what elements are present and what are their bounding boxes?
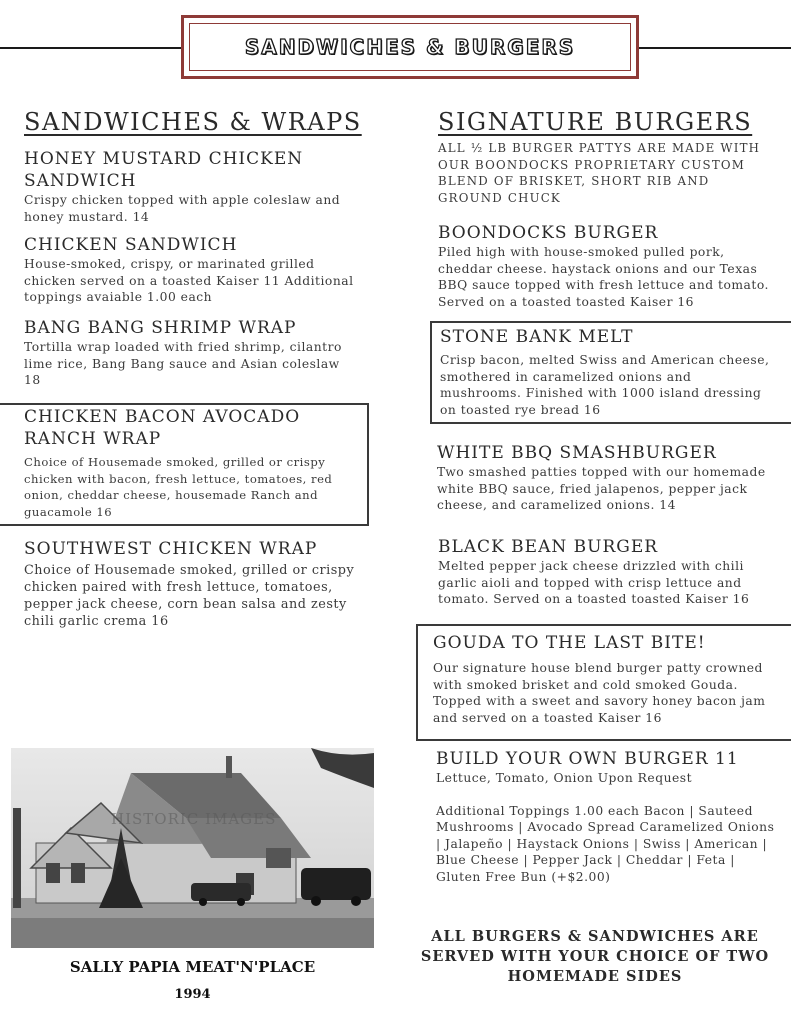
menu-item-boondocks-burger (438, 222, 776, 310)
photo-caption: SALLY PAPIA MEAT'N'PLACE (69, 958, 316, 976)
additional-toppings: Additional Toppings 1.00 each Bacon | Sauteed Mushrooms | Avocado Spread Caramelized Onions | Jalapeño | Haystack Onions | Swiss | American | Blue Cheese | Pepper Jack | Cheddar | Feta | Gluten Free Bun (+$2.00) (436, 803, 775, 884)
menu-item-chicken-bacon-avocado-ranch-wrap (24, 406, 349, 520)
menu-item-black-bean-burger (438, 536, 776, 608)
item-desc: Melted pepper jack cheese drizzled with chili garlic aioli and topped with crisp lettuce and tomato. Served on a toasted toasted Kaiser 16 (438, 559, 750, 606)
item-desc: Lettuce, Tomato, Onion Upon Request (436, 771, 693, 785)
photo-watermark: HISTORIC IMAGES (111, 810, 277, 828)
item-name: BLACK BEAN BURGER (438, 537, 659, 557)
item-desc: Two smashed patties topped with our homemade white BBQ sauce, fried jalapenos, pepper jack cheese, and caramelized onions. 14 (437, 465, 766, 512)
item-desc: House-smoked, crispy, or marinated grilled chicken served on a toasted Kaiser 11 Additional toppings avaiable 1.00 each (24, 257, 354, 304)
menu-item-southwest-chicken-wrap (24, 538, 359, 630)
menu-item-chicken-sandwich (24, 234, 354, 306)
menu-item-honey-mustard-chicken (24, 148, 359, 225)
page-title: SANDWICHES & BURGERS (244, 35, 576, 59)
banner-inner-frame (189, 23, 631, 71)
item-desc: Choice of Housemade smoked, grilled or crispy chicken paired with fresh lettuce, tomatoes, pepper jack cheese, corn bean salsa and zesty chili garlic crema 16 (24, 563, 355, 629)
item-name: GOUDA TO THE LAST BITE! (433, 633, 706, 653)
photo-year: 1994 (174, 987, 211, 1002)
item-name: SOUTHWEST CHICKEN WRAP (24, 539, 318, 559)
menu-item-build-your-own-burger (436, 748, 776, 885)
burgers-intro (438, 140, 773, 206)
item-name: STONE BANK MELT (440, 327, 634, 347)
item-name: BANG BANG SHRIMP WRAP (24, 318, 297, 338)
historic-restaurant-photo (11, 748, 374, 948)
item-desc: Our signature house blend burger patty crowned with smoked brisket and cold smoked Gouda. Topped with a sweet and savory honey bacon jam and served on a toasted Kaiser 16 (433, 661, 766, 725)
building-photo-illustration (11, 748, 374, 948)
menu-item-gouda-to-the-last-bite (433, 632, 778, 726)
intro-text: ALL ½ LB BURGER PATTYS ARE MADE WITH OUR BOONDOCKS PROPRIETARY CUSTOM BLEND OF BRISKET, SHORT RIB AND GROUND CHUCK (438, 141, 761, 205)
menu-item-white-bbq-smashburger (437, 442, 782, 514)
item-name: WHITE BBQ SMASHBURGER (437, 443, 717, 463)
item-desc: Crispy chicken topped with apple coleslaw and honey mustard. 14 (24, 193, 341, 224)
item-desc: Crisp bacon, melted Swiss and American cheese, smothered in caramelized onions and mushrooms. Finished with 1000 island dressing on toasted rye bread 16 (440, 353, 770, 417)
item-desc: Choice of Housemade smoked, grilled or crispy chicken with bacon, fresh lettuce, tomatoes, red onion, cheddar cheese, housemade Ranch and guacamole 16 (24, 455, 333, 519)
item-name: CHICKEN SANDWICH (24, 235, 238, 255)
sides-note: ALL BURGERS & SANDWICHES ARE SERVED WITH YOUR CHOICE OF TWO HOMEMADE SIDES (420, 928, 770, 985)
menu-item-bang-bang-shrimp-wrap (24, 317, 359, 389)
header-rule-left (0, 47, 181, 49)
banner (181, 15, 639, 79)
item-desc: Tortilla wrap loaded with fried shrimp, cilantro lime rice, Bang Bang sauce and Asian coleslaw 18 (24, 340, 342, 387)
item-name: CHICKEN BACON AVOCADO RANCH WRAP (24, 407, 301, 449)
item-name: BUILD YOUR OWN BURGER 11 (436, 749, 739, 769)
menu-item-stone-bank-melt (440, 326, 770, 418)
section-heading-sandwiches-wraps: SANDWICHES & WRAPS (24, 108, 362, 136)
section-heading-signature-burgers: SIGNATURE BURGERS (438, 108, 753, 136)
header-rule-right (639, 47, 791, 49)
item-desc: Piled high with house-smoked pulled pork, cheddar cheese. haystack onions and our Texas BBQ sauce topped with fresh lettuce and tomato. Served on a toasted toasted Kaiser 16 (438, 245, 769, 309)
item-name: BOONDOCKS BURGER (438, 223, 659, 243)
item-name: HONEY MUSTARD CHICKEN SANDWICH (24, 149, 304, 191)
